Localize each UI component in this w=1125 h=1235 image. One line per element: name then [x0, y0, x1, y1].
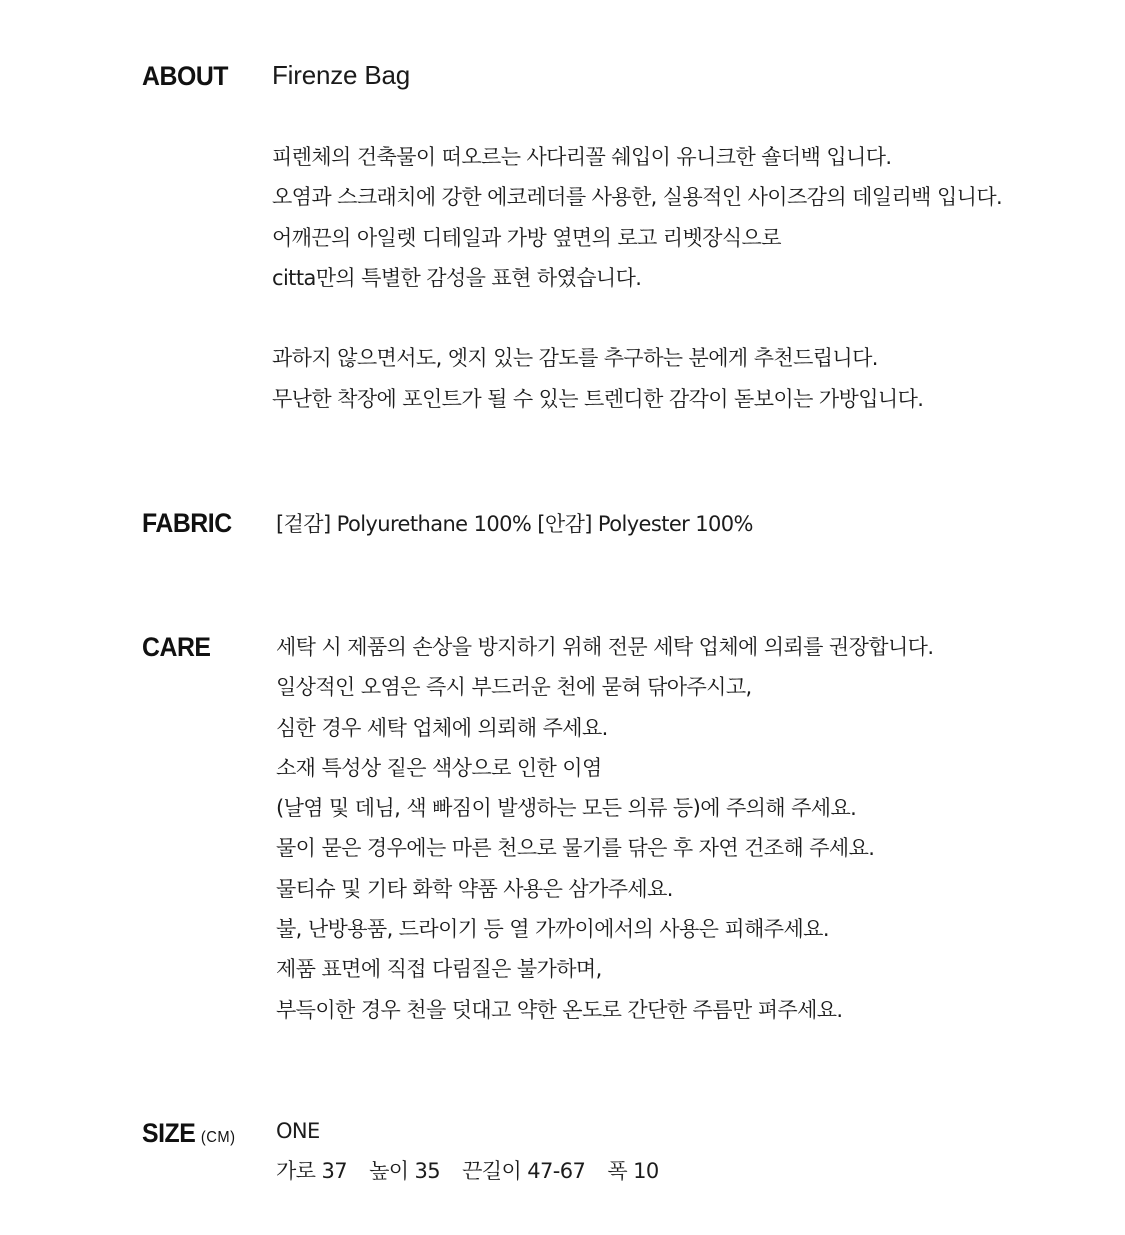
fabric-composition: [겉감] Polyurethane 100% [안감] Polyester 100% [276, 512, 753, 536]
fabric-label: FABRIC [142, 508, 232, 538]
care-line: 물티슈 및 기타 화학 약품 사용은 삼가주세요. [276, 876, 673, 901]
about-line: citta만의 특별한 감성을 표현 하였습니다. [272, 265, 642, 290]
care-line: 부득이한 경우 천을 덧대고 약한 온도로 간단한 주름만 펴주세요. [276, 997, 843, 1022]
size-option: ONE [276, 1119, 320, 1143]
measurement-width: 가로 37 [276, 1159, 347, 1184]
about-line: 오염과 스크래치에 강한 에코레더를 사용한, 실용적인 사이즈감의 데일리백 입니다. [272, 185, 1003, 210]
paragraph-gap [272, 298, 1002, 338]
about-line: 과하지 않으면서도, 엣지 있는 감도를 추구하는 분에게 추천드립니다. [272, 346, 878, 371]
care-line: 일상적인 오염은 즉시 부드러운 천에 묻혀 닦아주시고, [276, 675, 752, 700]
care-line: 제품 표면에 직접 다림질은 불가하며, [276, 957, 602, 982]
care-instructions [276, 627, 933, 1030]
size-details [276, 1111, 675, 1192]
about-line: 어깨끈의 아일렛 디테일과 가방 옆면의 로고 리벳장식으로 [272, 225, 781, 250]
care-line: 불, 난방용품, 드라이기 등 열 가까이에서의 사용은 피해주세요. [276, 917, 829, 942]
measurement-height: 높이 35 [369, 1159, 441, 1184]
care-line: 물이 묻은 경우에는 마른 천으로 물기를 닦은 후 자연 건조해 주세요. [276, 836, 875, 861]
care-label: CARE [142, 632, 211, 662]
about-label: ABOUT [142, 61, 229, 91]
size-unit: (CM) [200, 1129, 236, 1146]
care-line: 세탁 시 제품의 손상을 방지하기 위해 전문 세탁 업체에 의뢰를 권장합니다. [276, 635, 934, 659]
size-label [142, 1113, 235, 1158]
size-measurements [276, 1151, 675, 1191]
about-line: 무난한 착장에 포인트가 될 수 있는 트렌디한 감각이 돋보이는 가방입니다. [272, 386, 924, 411]
measurement-strap-length: 끈길이 47-67 [462, 1159, 586, 1184]
size-label-text: SIZE [142, 1118, 196, 1148]
measurement-depth: 폭 10 [607, 1159, 659, 1184]
care-line: 소재 특성상 짙은 색상으로 인한 이염 [276, 755, 602, 780]
product-title: Firenze Bag [272, 60, 410, 90]
care-line: (날염 및 데님, 색 빠짐이 발생하는 모든 의류 등)에 주의해 주세요. [276, 796, 857, 821]
care-line: 심한 경우 세탁 업체에 의뢰해 주세요. [276, 715, 608, 740]
about-description [272, 137, 1002, 419]
about-line: 피렌체의 건축물이 떠오르는 사다리꼴 쉐입이 유니크한 숄더백 입니다. [272, 145, 892, 169]
